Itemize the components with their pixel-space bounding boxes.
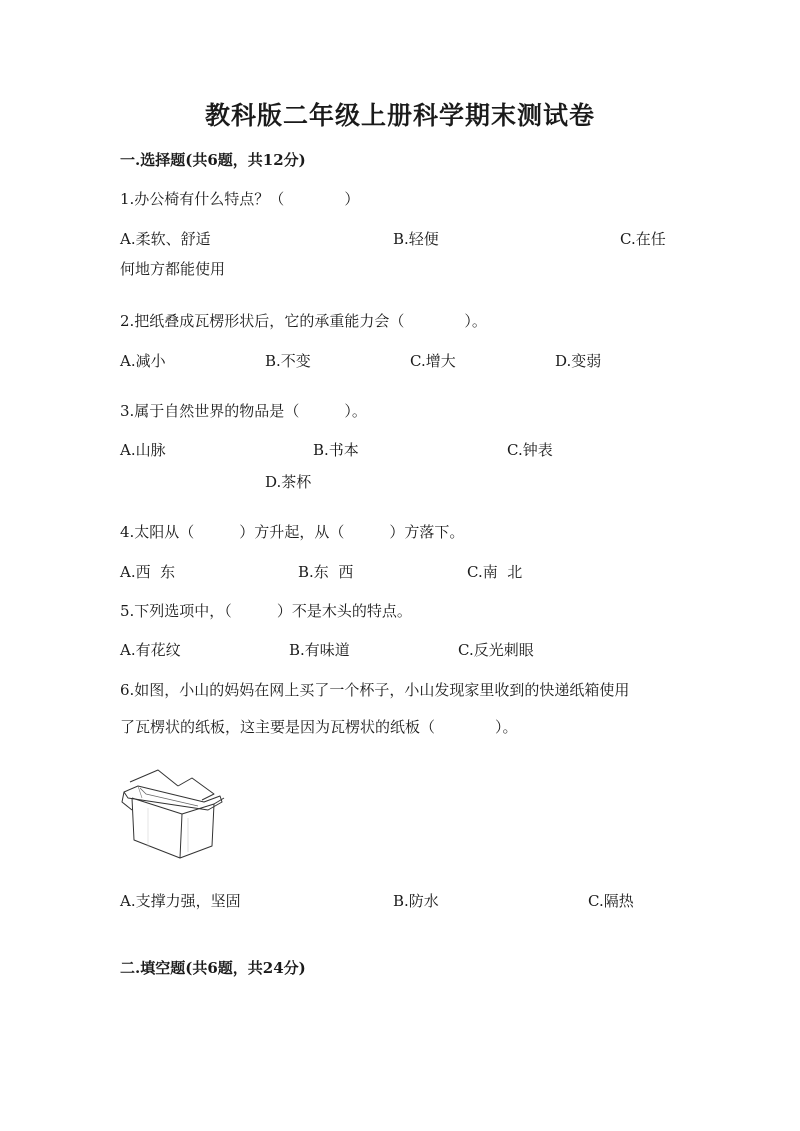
q4-option-b: B.东 西 bbox=[298, 563, 354, 581]
cardboard-box-illustration bbox=[118, 768, 228, 860]
q6-option-b: B.防水 bbox=[393, 892, 439, 910]
q4-option-a: A.西 东 bbox=[120, 563, 176, 581]
q3-option-b: B.书本 bbox=[313, 441, 359, 459]
question-2: 2.把纸叠成瓦楞形状后，它的承重能力会（ ）。 bbox=[120, 312, 487, 330]
q2-option-d: D.变弱 bbox=[555, 352, 602, 370]
q2-option-a: A.减小 bbox=[120, 352, 166, 370]
q6-option-a: A.支撑力强，坚固 bbox=[120, 892, 241, 910]
question-6: 6.如图，小山的妈妈在网上买了一个杯子，小山发现家里收到的快递纸箱使用 bbox=[120, 681, 630, 699]
question-3: 3.属于自然世界的物品是（ ）。 bbox=[120, 402, 367, 420]
q5-option-b: B.有味道 bbox=[289, 641, 350, 659]
section-heading-2: 二.填空题(共6题，共24分) bbox=[120, 959, 306, 977]
q6-option-c: C.隔热 bbox=[588, 892, 634, 910]
q1-option-a: A.柔软、舒适 bbox=[120, 230, 211, 248]
q2-option-b: B.不变 bbox=[265, 352, 311, 370]
q1-option-c-wrap: 何地方都能使用 bbox=[120, 260, 226, 278]
page-title: 教科版二年级上册科学期末测试卷 bbox=[204, 101, 595, 130]
q4-option-c: C.南 北 bbox=[467, 563, 523, 581]
q2-option-c: C.增大 bbox=[410, 352, 456, 370]
section-heading-1: 一.选择题(共6题，共12分) bbox=[120, 151, 306, 169]
question-6-wrap: 了瓦楞状的纸板，这主要是因为瓦楞状的纸板（ ）。 bbox=[120, 718, 518, 736]
question-5: 5.下列选项中，（ ）不是木头的特点。 bbox=[120, 602, 412, 620]
q1-option-c: C.在任 bbox=[620, 230, 666, 248]
q5-option-c: C.反光刺眼 bbox=[458, 641, 534, 659]
q5-option-a: A.有花纹 bbox=[120, 641, 181, 659]
q3-option-a: A.山脉 bbox=[120, 441, 166, 459]
question-4: 4.太阳从（ ）方升起，从（ ）方落下。 bbox=[120, 523, 465, 541]
q1-option-b: B.轻便 bbox=[393, 230, 439, 248]
q3-option-c: C.钟表 bbox=[507, 441, 553, 459]
question-1: 1.办公椅有什么特点？（ ） bbox=[120, 190, 360, 208]
q3-option-d: D.茶杯 bbox=[265, 473, 312, 491]
